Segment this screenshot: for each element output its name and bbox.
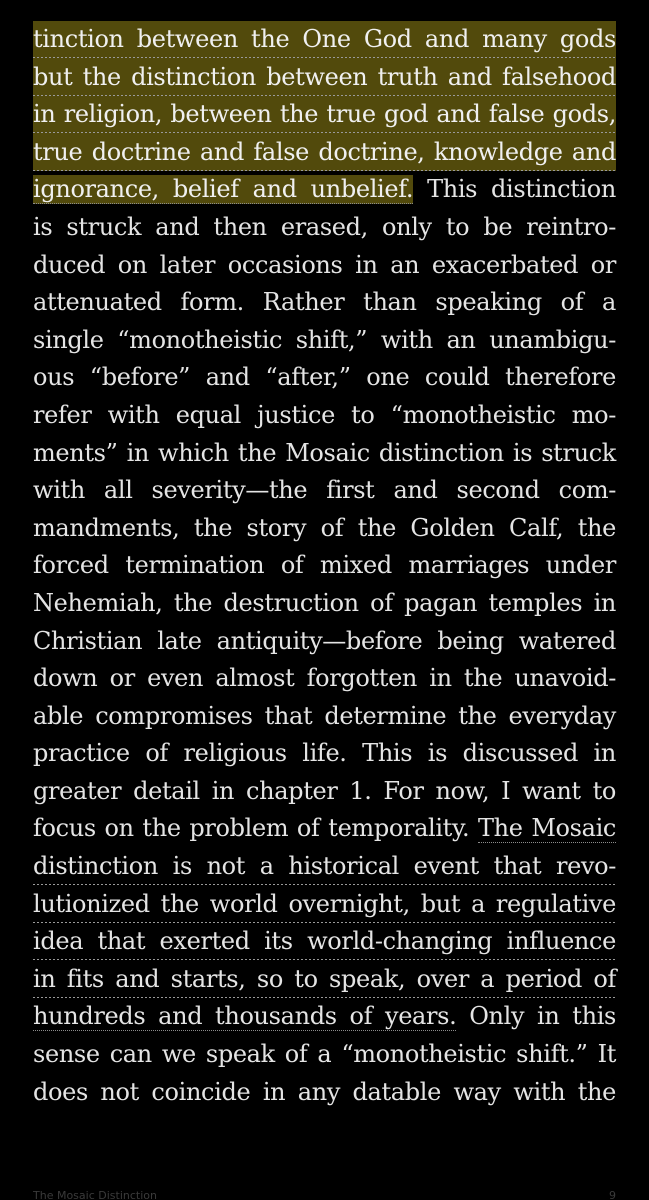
text-line-mixed — [33, 998, 616, 1036]
text-line: ous “before” and “after,” one could therefore — [33, 363, 616, 392]
underlined-text[interactable]: hundreds and thousands of years. — [33, 1002, 457, 1031]
highlighted-text[interactable]: ignorance, belief and unbelief. — [33, 175, 414, 204]
underlined-line[interactable]: in fits and starts, so to speak, over a period of — [33, 961, 616, 999]
text-line: single “monotheistic shift,” with an unambigu- — [33, 325, 616, 354]
text-line: with all severity—the first and second com- — [33, 476, 616, 505]
highlighted-line[interactable] — [33, 96, 616, 134]
page-footer — [33, 1188, 616, 1200]
text-line: is struck and then erased, only to be reintro- — [33, 212, 616, 241]
highlighted-line[interactable] — [33, 21, 616, 59]
text-line: focus on the problem of temporality. — [33, 814, 470, 843]
underlined-line[interactable]: lutionized the world overnight, but a regulative — [33, 886, 616, 924]
text-line: attenuated form. Rather than speaking of a — [33, 288, 616, 317]
text-line: duced on later occasions in an exacerbated or — [33, 250, 616, 279]
text-line: but the distinction between truth and falsehood — [33, 62, 616, 91]
text-line: forced termination of mixed marriages under — [33, 551, 616, 580]
text-line: does not coincide in any datable way with the — [33, 1077, 616, 1106]
text-line: ments” in which the Mosaic distinction is struck — [33, 438, 616, 467]
text-line: mandments, the story of the Golden Calf, the — [33, 513, 616, 542]
text-line: sense can we speak of a “monotheistic shift.” It — [33, 1040, 616, 1069]
underlined-line[interactable]: idea that exerted its world-changing influence — [33, 923, 616, 961]
text-line: This distinction — [427, 175, 616, 204]
text-line: Nehemiah, the destruction of pagan temples in — [33, 588, 616, 617]
text-line: able compromises that determine the everyday — [33, 701, 616, 730]
text-line: Christian late antiquity—before being watered — [33, 626, 616, 655]
text-line: Only in this — [469, 1002, 616, 1031]
text-line-mixed — [33, 171, 616, 209]
text-line: down or even almost forgotten in the unavoid- — [33, 664, 616, 693]
underlined-line[interactable]: distinction is not a historical event that revo- — [33, 848, 616, 886]
text-line: in religion, between the true god and false gods, — [33, 100, 616, 129]
highlighted-line[interactable] — [33, 134, 616, 172]
page-number: 9 — [609, 1189, 616, 1200]
highlighted-line[interactable] — [33, 59, 616, 97]
text-line: refer with equal justice to “monotheistic mo- — [33, 400, 616, 429]
underlined-text[interactable]: The Mosaic — [478, 814, 616, 843]
book-text[interactable] — [33, 21, 616, 1111]
text-line: greater detail in chapter 1. For now, I want to — [33, 776, 616, 805]
chapter-title: The Mosaic Distinction — [33, 1189, 157, 1200]
text-line-mixed — [33, 810, 616, 848]
text-line: true doctrine and false doctrine, knowledge and — [33, 137, 616, 166]
text-line: practice of religious life. This is discussed in — [33, 739, 616, 768]
text-line: tinction between the One God and many gods — [33, 25, 616, 53]
